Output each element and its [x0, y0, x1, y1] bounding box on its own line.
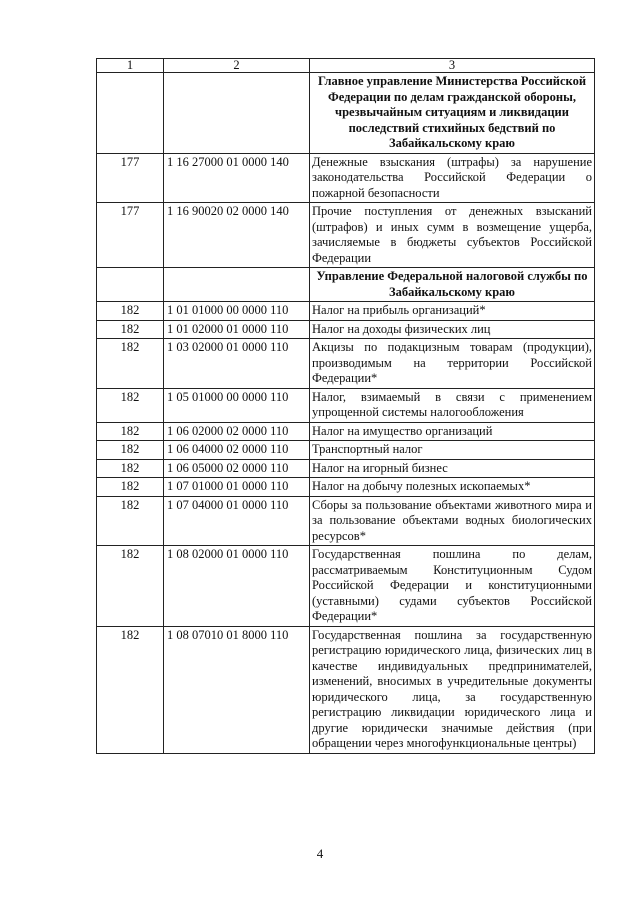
header-row	[97, 59, 595, 73]
empty-cell	[164, 73, 310, 154]
admin-code-cell: 182	[97, 302, 164, 321]
table-row	[97, 203, 595, 268]
empty-cell	[97, 73, 164, 154]
table-row	[97, 422, 595, 441]
admin-code-cell: 182	[97, 546, 164, 627]
description-cell: Налог на доходы физических лиц	[310, 320, 595, 339]
kbk-code-cell: 1 06 02000 02 0000 110	[164, 422, 310, 441]
kbk-code-cell: 1 05 01000 00 0000 110	[164, 388, 310, 422]
description-cell: Сборы за пользование объектами животного мира и за пользование объектами водных биологических ресурсов*	[310, 496, 595, 546]
admin-code-cell: 182	[97, 422, 164, 441]
empty-cell	[164, 268, 310, 302]
header-col-2: 2	[164, 59, 310, 73]
table-row	[97, 441, 595, 460]
empty-cell	[97, 268, 164, 302]
kbk-code-cell: 1 16 27000 01 0000 140	[164, 153, 310, 203]
kbk-code-cell: 1 01 02000 01 0000 110	[164, 320, 310, 339]
kbk-code-cell: 1 08 02000 01 0000 110	[164, 546, 310, 627]
section-title: Управление Федеральной налоговой службы по Забайкальскому краю	[310, 268, 595, 302]
description-cell: Налог на имущество организаций	[310, 422, 595, 441]
description-cell: Прочие поступления от денежных взысканий (штрафов) и иных сумм в возмещение ущерба, зачисляемые в бюджеты субъектов Российской Федерации	[310, 203, 595, 268]
admin-code-cell: 182	[97, 320, 164, 339]
admin-code-cell: 182	[97, 339, 164, 389]
description-cell: Государственная пошлина за государственную регистрацию юридического лица, физических лиц в качестве индивидуальных предпринимателей, изменений, вносимых в учредительные документы юридического лица, за государственную регистрацию ликвидации юридического лица и другие юридически значимые действия (при обращении через многофункциональные центры)	[310, 626, 595, 753]
kbk-code-cell: 1 16 90020 02 0000 140	[164, 203, 310, 268]
admin-code-cell: 182	[97, 441, 164, 460]
admin-code-cell: 182	[97, 388, 164, 422]
kbk-code-cell: 1 01 01000 00 0000 110	[164, 302, 310, 321]
kbk-code-cell: 1 07 04000 01 0000 110	[164, 496, 310, 546]
table-row	[97, 478, 595, 497]
section-row	[97, 268, 595, 302]
kbk-code-cell: 1 06 04000 02 0000 110	[164, 441, 310, 460]
description-cell: Налог на игорный бизнес	[310, 459, 595, 478]
table-row	[97, 626, 595, 753]
description-cell: Государственная пошлина по делам, рассматриваемым Конституционным Судом Российской Федерации и конституционными (уставными) судами субъектов Российской Федерации*	[310, 546, 595, 627]
admin-code-cell: 182	[97, 478, 164, 497]
kbk-code-cell: 1 08 07010 01 8000 110	[164, 626, 310, 753]
kbk-code-cell: 1 03 02000 01 0000 110	[164, 339, 310, 389]
admin-code-cell: 182	[97, 459, 164, 478]
table-row	[97, 302, 595, 321]
table-row	[97, 546, 595, 627]
description-cell: Транспортный налог	[310, 441, 595, 460]
revenue-table	[96, 58, 595, 754]
header-col-3: 3	[310, 59, 595, 73]
table-row	[97, 388, 595, 422]
description-cell: Налог на прибыль организаций*	[310, 302, 595, 321]
header-col-1: 1	[97, 59, 164, 73]
description-cell: Налог на добычу полезных ископаемых*	[310, 478, 595, 497]
table-row	[97, 320, 595, 339]
section-row	[97, 73, 595, 154]
admin-code-cell: 177	[97, 153, 164, 203]
admin-code-cell: 182	[97, 626, 164, 753]
description-cell: Налог, взимаемый в связи с применением упрощенной системы налогообложения	[310, 388, 595, 422]
description-cell: Денежные взыскания (штрафы) за нарушение законодательства Российской Федерации о пожарной безопасности	[310, 153, 595, 203]
page-number: 4	[316, 846, 324, 861]
table-row	[97, 496, 595, 546]
kbk-code-cell: 1 06 05000 02 0000 110	[164, 459, 310, 478]
table-row	[97, 339, 595, 389]
admin-code-cell: 177	[97, 203, 164, 268]
table-row	[97, 459, 595, 478]
section-title: Главное управление Министерства Российской Федерации по делам гражданской обороны, чрезвычайным ситуациям и ликвидации последствий стихийных бедствий по Забайкальскому краю	[310, 73, 595, 154]
description-cell: Акцизы по подакцизным товарам (продукции), производимым на территории Российской Федерации*	[310, 339, 595, 389]
kbk-code-cell: 1 07 01000 01 0000 110	[164, 478, 310, 497]
table-row	[97, 153, 595, 203]
admin-code-cell: 182	[97, 496, 164, 546]
